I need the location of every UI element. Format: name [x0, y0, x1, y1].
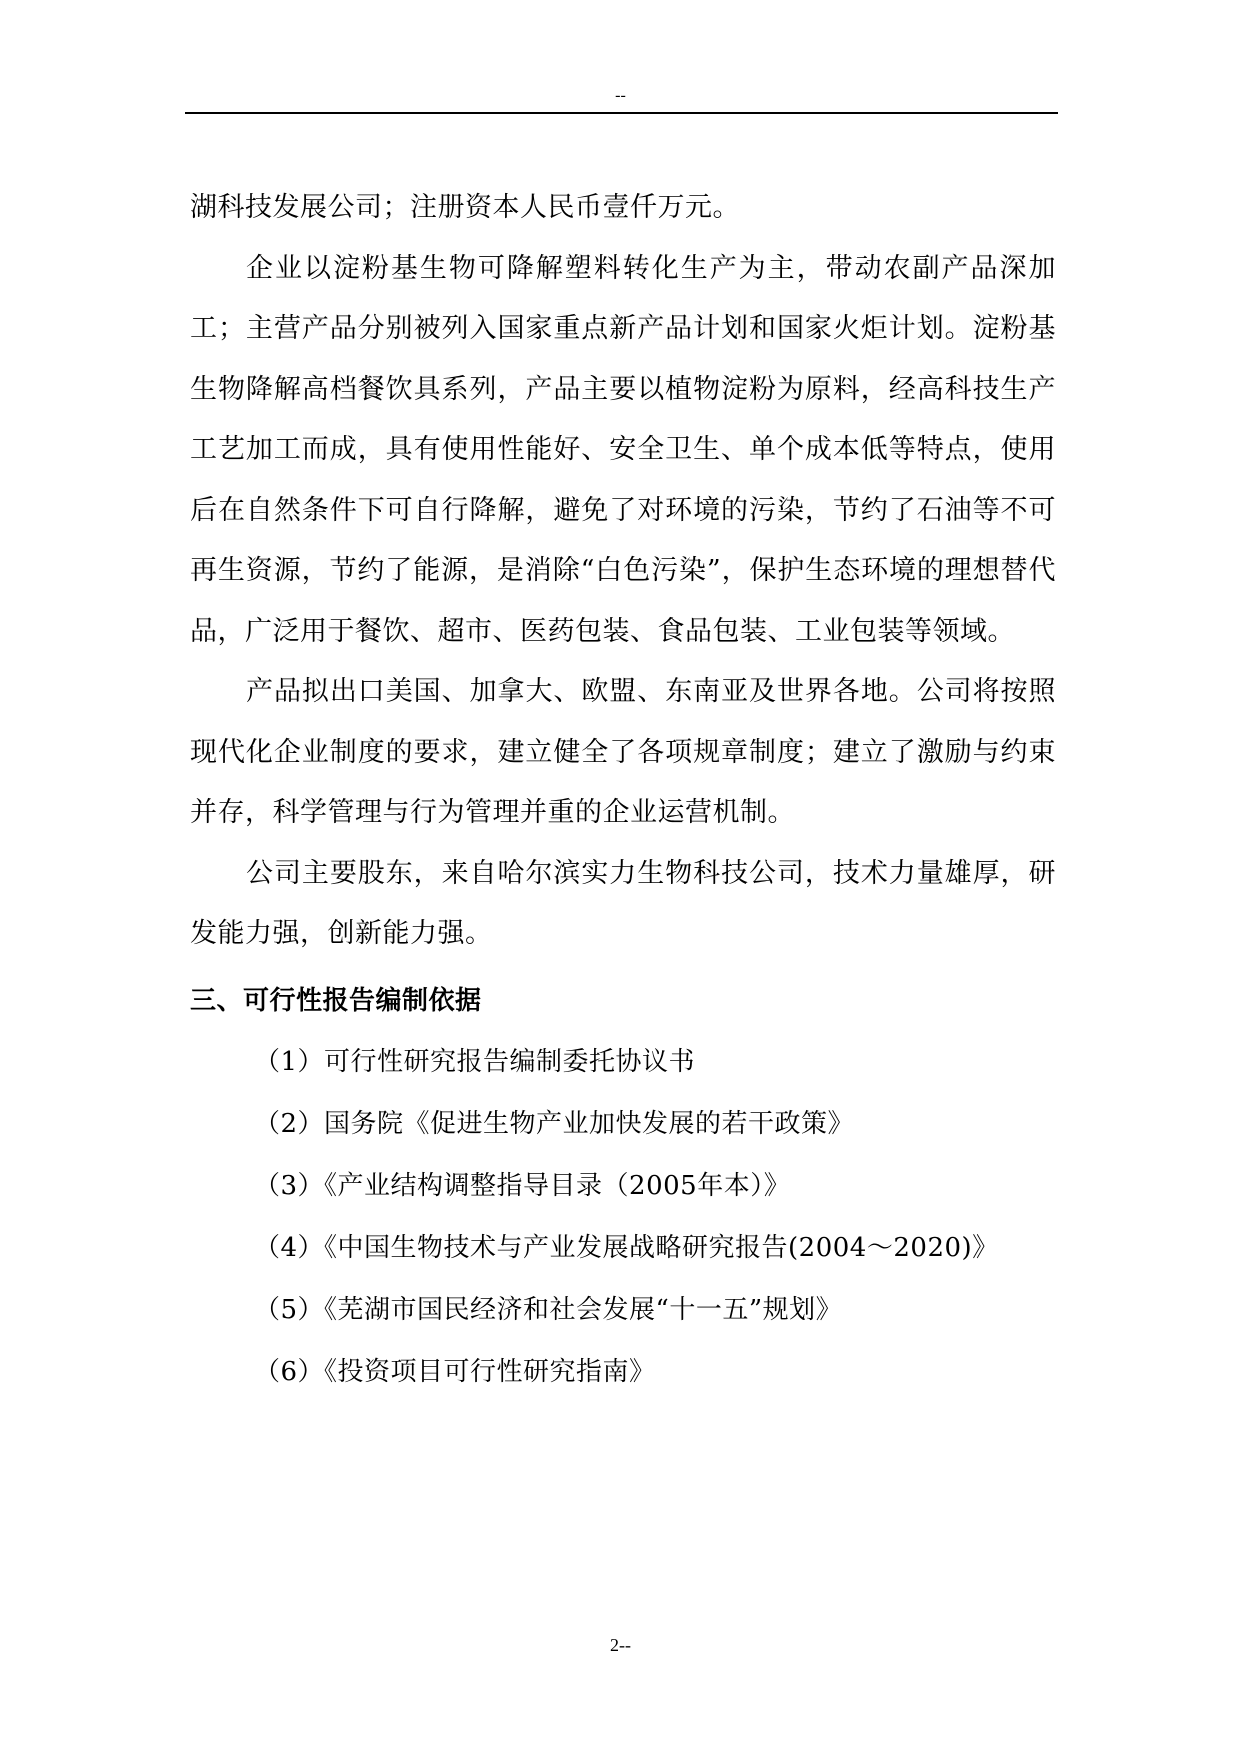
paragraph-shareholders: 公司主要股东，来自哈尔滨实力生物科技公司，技术力量雄厚，研发能力强，创新能力强。 [190, 857, 1056, 949]
reference-list [190, 1031, 1056, 1403]
reference-item: （6）《投资项目可行性研究指南》 [254, 1357, 656, 1387]
reference-item: （5）《芜湖市国民经济和社会发展“十一五”规划》 [254, 1295, 843, 1325]
page-header-mark: -- [615, 87, 626, 104]
reference-item: （2）国务院《促进生物产业加快发展的若干政策》 [254, 1109, 855, 1139]
paragraph-registered-capital: 湖科技发展公司；注册资本人民币壹仟万元。 [190, 192, 740, 223]
section-heading: 三、可行性报告编制依据 [190, 985, 482, 1016]
reference-item: （4）《中国生物技术与产业发展战略研究报告(2004～2020)》 [254, 1233, 999, 1263]
reference-item: （3）《产业结构调整指导目录（2005年本）》 [254, 1171, 791, 1201]
header-rule [185, 112, 1058, 114]
paragraph-export-and-management: 产品拟出口美国、加拿大、欧盟、东南亚及世界各地。公司将按照现代化企业制度的要求，建立健全了各项规章制度；建立了激励与约束并存，科学管理与行为管理并重的企业运营机制。 [190, 676, 1056, 828]
paragraph-main-business: 企业以淀粉基生物可降解塑料转化生产为主，带动农副产品深加工；主营产品分别被列入国家重点新产品计划和国家火炬计划。淀粉基生物降解高档餐饮具系列，产品主要以植物淀粉为原料，经高科技生产工艺加工而成，具有使用性能好、安全卫生、单个成本低等特点，使用后在自然条件下可自行降解，避免了对环境的污染，节约了石油等不可再生资源，节约了能源，是消除“白色污染”，保护生态环境的理想替代品，广泛用于餐饮、超市、医药包装、食品包装、工业包装等领域。 [190, 252, 1056, 647]
page-number: 2-- [610, 1635, 631, 1655]
reference-item: （1）可行性研究报告编制委托协议书 [254, 1047, 696, 1077]
body-text [190, 178, 1056, 1403]
